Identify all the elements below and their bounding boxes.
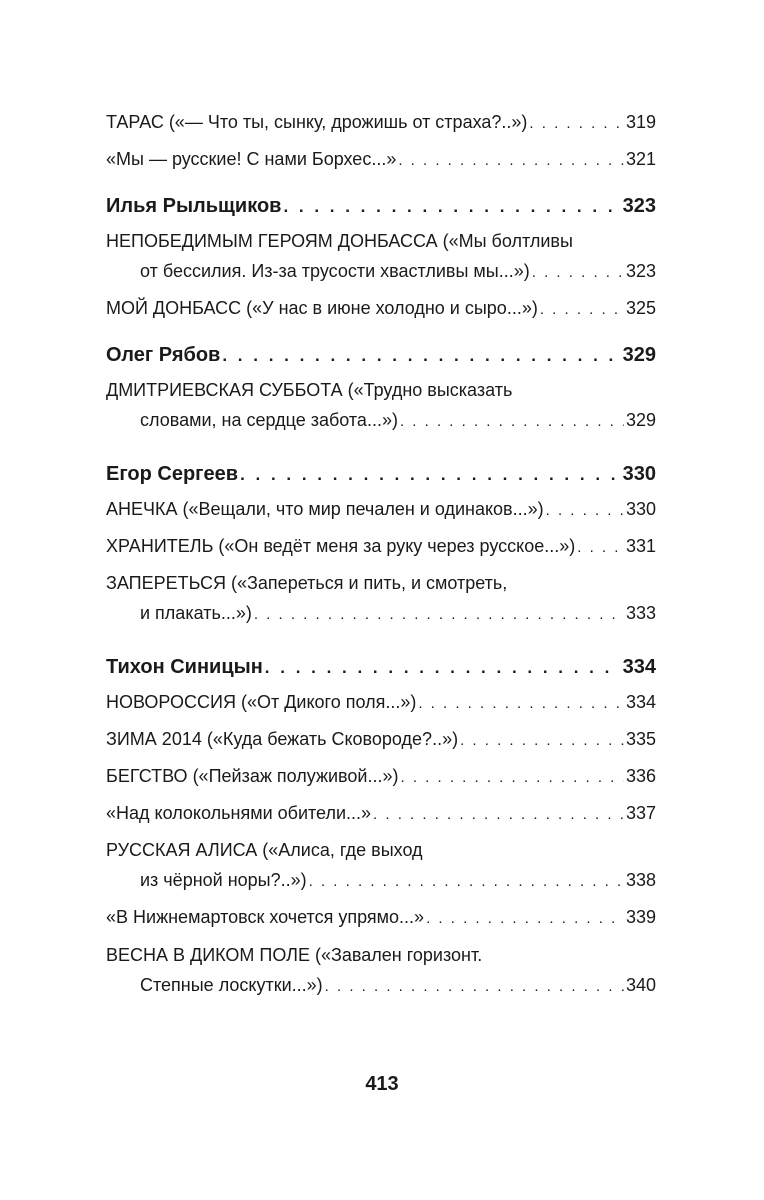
entry-title-continued: от бессилия. Из-за трусости хвастливы мы...»): [140, 261, 530, 281]
entry-page: 319: [625, 112, 656, 132]
toc-entry: [106, 764, 656, 790]
entry-title: РУССКАЯ АЛИСА («Алиса, где выход: [106, 840, 423, 860]
entry-title-continued: из чёрной норы?..»): [140, 870, 307, 890]
author-name: Тихон Синицын: [106, 656, 263, 678]
entry-page: 334: [622, 656, 656, 678]
toc-entry-line: [106, 943, 656, 967]
entry-page: 325: [625, 298, 656, 318]
entry-page: 337: [625, 803, 656, 823]
entry-title: ВЕСНА В ДИКОМ ПОЛЕ («Завален горизонт.: [106, 945, 483, 965]
entry-title-continued: и плакать...»): [140, 603, 252, 623]
leader-dots: [398, 149, 624, 173]
toc-entry: [106, 727, 656, 753]
entry-title: ЗИМА 2014 («Куда бежать Сковороде?..»): [106, 729, 459, 749]
leader-dots: [240, 462, 621, 488]
leader-dots: [532, 261, 624, 285]
toc-entry-line: [106, 378, 656, 402]
author-name: Илья Рыльщиков: [106, 195, 282, 217]
entry-title-continued: словами, на сердце забота...»): [140, 410, 398, 430]
entry-title: НОВОРОССИЯ («От Дикого поля...»): [106, 692, 417, 712]
entry-title: ТАРАС («— Что ты, сынку, дрожишь от страха?..»): [106, 112, 528, 132]
entry-page: 331: [625, 536, 656, 556]
toc-entry-line: [106, 838, 656, 862]
entry-page: 323: [625, 261, 656, 281]
entry-page: 330: [625, 499, 656, 519]
entry-page: 329: [622, 344, 656, 366]
toc-entry: [106, 905, 656, 931]
entry-page: 329: [625, 410, 656, 430]
toc-entry: [106, 296, 656, 322]
leader-dots: [540, 298, 624, 322]
entry-title: НЕПОБЕДИМЫМ ГЕРОЯМ ДОНБАССА («Мы болтливы: [106, 231, 573, 251]
author-heading: [106, 193, 656, 220]
toc-entry: [106, 534, 656, 560]
leader-dots: [373, 803, 624, 827]
toc-entry-line: [106, 229, 656, 253]
entry-page: 338: [625, 870, 656, 890]
entry-title: ЗАПЕРЕТЬСЯ («Запереться и пить, и смотреть,: [106, 573, 508, 593]
toc-entry-line: [106, 571, 656, 595]
toc-entry: [106, 110, 656, 136]
entry-page: 334: [625, 692, 656, 712]
entry-page: 340: [625, 975, 656, 995]
leader-dots: [529, 112, 624, 136]
entry-page: 336: [625, 766, 656, 786]
page-number: 413: [365, 1073, 399, 1095]
leader-dots: [222, 343, 620, 369]
author-heading: [106, 461, 656, 488]
author-name: Олег Рябов: [106, 344, 221, 366]
toc-entry: [140, 259, 656, 285]
author-heading: [106, 342, 656, 369]
toc-entry: [140, 973, 656, 999]
toc-entry: [106, 497, 656, 523]
leader-dots: [325, 975, 624, 999]
leader-dots: [577, 536, 624, 560]
entry-page: 321: [625, 149, 656, 169]
leader-dots: [309, 870, 624, 894]
author-name: Егор Сергеев: [106, 463, 239, 485]
toc-entry: [140, 601, 656, 627]
entry-title: «Мы — русские! С нами Борхес...»: [106, 149, 397, 169]
entry-page: 333: [625, 603, 656, 623]
entry-title: ХРАНИТЕЛЬ («Он ведёт меня за руку через русское...»): [106, 536, 576, 556]
entry-title-continued: Степные лоскутки...»): [140, 975, 323, 995]
toc-entry: [140, 868, 656, 894]
leader-dots: [460, 729, 624, 753]
leader-dots: [400, 766, 623, 790]
entry-page: 339: [625, 907, 656, 927]
leader-dots: [418, 692, 624, 716]
leader-dots: [426, 907, 624, 931]
leader-dots: [254, 603, 624, 627]
toc-entry: [106, 801, 656, 827]
entry-title: «В Нижнемартовск хочется упрямо...»: [106, 907, 425, 927]
entry-title: ДМИТРИЕВСКАЯ СУББОТА («Трудно высказать: [106, 380, 513, 400]
leader-dots: [265, 655, 621, 681]
entry-title: АНЕЧКА («Вещали, что мир печален и одинаков...»): [106, 499, 544, 519]
entry-title: МОЙ ДОНБАСС («У нас в июне холодно и сыро...»): [106, 298, 538, 318]
entry-page: 330: [622, 463, 656, 485]
entry-title: «Над колокольнями обители...»: [106, 803, 372, 823]
leader-dots: [546, 499, 624, 523]
entry-title: БЕГСТВО («Пейзаж полуживой...»): [106, 766, 399, 786]
author-heading: [106, 654, 656, 681]
entry-page: 323: [622, 195, 656, 217]
toc-entry: [106, 690, 656, 716]
leader-dots: [400, 410, 624, 434]
toc-entry: [106, 147, 656, 173]
entry-page: 335: [625, 729, 656, 749]
toc-entry: [140, 408, 656, 434]
leader-dots: [283, 194, 620, 220]
